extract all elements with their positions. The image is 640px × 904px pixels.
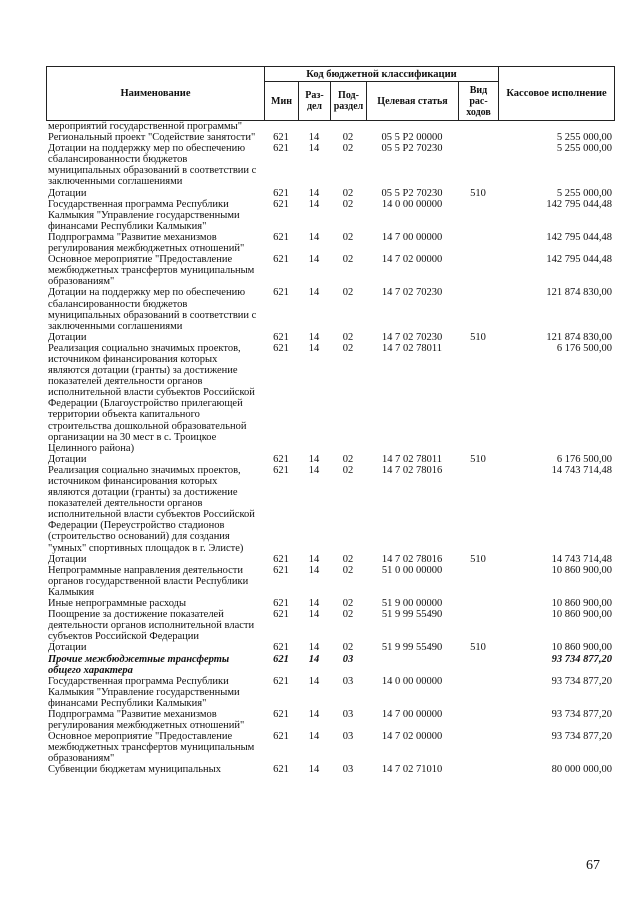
- row-razdel: 14: [308, 609, 320, 621]
- row-podrazdel: 03: [342, 708, 354, 720]
- row-razdel: 14: [308, 231, 320, 243]
- row-podrazdel: 02: [342, 254, 354, 266]
- row-amount: 93 734 877,20: [551, 708, 612, 720]
- row-vid: [458, 254, 498, 287]
- row-podrazdel: 02: [342, 464, 354, 476]
- row-podrazdel: 02: [342, 331, 354, 343]
- row-podrazdel: 02: [342, 342, 354, 354]
- table-row: [46, 232, 614, 254]
- row-vid: 510: [470, 453, 486, 465]
- header-vid: Вид рас-ходов: [459, 82, 499, 121]
- row-amount: 80 000 000,00: [551, 764, 612, 776]
- row-celevaya: 14 7 00 00000: [381, 708, 443, 720]
- header-razdel: Раз-дел: [299, 82, 331, 121]
- row-vid: [458, 609, 498, 642]
- row-amount: 5 255 000,00: [556, 132, 612, 144]
- row-amount: 121 874 830,00: [546, 331, 612, 343]
- row-podrazdel: 03: [342, 653, 354, 665]
- row-vid: 510: [470, 553, 486, 565]
- row-name: Подпрограмма "Развитие механизмов регулирования межбюджетных отношений": [48, 231, 245, 255]
- row-amount: 142 795 044,48: [546, 254, 612, 266]
- row-amount: 93 734 877,20: [551, 653, 612, 665]
- row-name: Прочие межбюджетные трансферты общего характера: [48, 653, 230, 676]
- row-celevaya: 05 5 P2 70230: [381, 143, 443, 155]
- row-amount: 121 874 830,00: [546, 287, 612, 299]
- row-name: Непрограммные направления деятельности органов государственной власти Республики Калмыкия: [48, 564, 249, 598]
- row-min: 621: [273, 653, 289, 665]
- row-vid: [458, 143, 498, 187]
- row-vid: [458, 232, 498, 254]
- row-min: 621: [273, 564, 289, 576]
- header-code-group: Код бюджетной классификации: [265, 67, 499, 82]
- row-min: 621: [273, 453, 289, 465]
- row-min: 621: [273, 731, 289, 743]
- row-min: 621: [273, 143, 289, 155]
- row-min: 621: [273, 287, 289, 299]
- table-row: [46, 676, 614, 709]
- row-vid: [458, 121, 498, 132]
- table-row: [46, 565, 614, 598]
- row-name: Государственная программа Республики Калмыкия "Управление государственными финансами Республики Калмыкия": [48, 675, 240, 709]
- row-min: 621: [273, 254, 289, 266]
- row-vid: [458, 676, 498, 709]
- row-celevaya: 14 7 00 00000: [381, 231, 443, 243]
- row-razdel: 14: [308, 553, 320, 565]
- table-row: [46, 709, 614, 731]
- row-podrazdel: 03: [342, 731, 354, 743]
- row-amount: 5 255 000,00: [556, 143, 612, 155]
- row-podrazdel: 02: [342, 143, 354, 155]
- row-razdel: 14: [308, 198, 320, 210]
- row-vid: [458, 598, 498, 609]
- row-podrazdel: 02: [342, 553, 354, 565]
- row-amount: 10 860 900,00: [551, 609, 612, 621]
- row-celevaya: 14 7 02 00000: [381, 731, 443, 743]
- row-min: 621: [273, 675, 289, 687]
- row-amount: 14 743 714,48: [551, 464, 612, 476]
- row-celevaya: 14 7 02 78011: [382, 453, 442, 465]
- row-vid: [458, 709, 498, 731]
- row-podrazdel: 03: [342, 764, 354, 776]
- table-row: [46, 764, 614, 775]
- row-razdel: 14: [308, 564, 320, 576]
- table-row: [46, 188, 614, 199]
- table-row: [46, 121, 614, 132]
- row-vid: [458, 132, 498, 143]
- row-razdel: 14: [308, 187, 320, 199]
- row-podrazdel: 02: [342, 598, 354, 610]
- row-razdel: 14: [308, 675, 320, 687]
- row-min: 621: [273, 708, 289, 720]
- row-celevaya: [366, 654, 458, 676]
- row-name: Дотации на поддержку мер по обеспечению сбалансированности бюджетов муниципальных образований в соответствии с заключенными соглашениями: [48, 143, 257, 188]
- row-celevaya: 14 7 02 70230: [381, 331, 443, 343]
- page-number: 67: [586, 858, 600, 873]
- row-vid: [458, 654, 498, 676]
- row-name: мероприятий государственной программы": [48, 121, 242, 132]
- row-razdel: 14: [308, 731, 320, 743]
- row-vid: [458, 343, 498, 454]
- row-podrazdel: 02: [342, 453, 354, 465]
- row-celevaya: 05 5 P2 00000: [381, 132, 443, 144]
- table-row: [46, 199, 614, 232]
- table-row: [46, 343, 614, 454]
- row-celevaya: [366, 121, 458, 132]
- row-min: 621: [273, 187, 289, 199]
- row-razdel: 14: [308, 642, 320, 654]
- row-celevaya: 14 7 02 70230: [381, 287, 443, 299]
- row-razdel: 14: [308, 287, 320, 299]
- row-razdel: 14: [308, 464, 320, 476]
- row-name: Дотации: [48, 453, 87, 465]
- row-min: 621: [273, 642, 289, 654]
- row-vid: 510: [470, 642, 486, 654]
- row-name: Основное мероприятие "Предоставление межбюджетных трансфертов муниципальным образованиям": [48, 731, 255, 765]
- row-name: Основное мероприятие "Предоставление межбюджетных трансфертов муниципальным образованиям": [48, 254, 255, 288]
- row-min: 621: [273, 231, 289, 243]
- table-header: [46, 66, 615, 121]
- row-podrazdel: 02: [342, 132, 354, 144]
- table-row: [46, 642, 614, 653]
- row-amount: 142 795 044,48: [546, 198, 612, 210]
- row-razdel: 14: [308, 254, 320, 266]
- row-celevaya: 14 7 02 78016: [381, 464, 443, 476]
- row-amount: 5 255 000,00: [556, 187, 612, 199]
- row-celevaya: 51 9 00 00000: [381, 598, 443, 610]
- row-amount: 6 176 500,00: [556, 342, 612, 354]
- row-razdel: 14: [308, 132, 320, 144]
- row-celevaya: 14 7 02 00000: [381, 254, 443, 266]
- table-row: [46, 654, 614, 676]
- row-name: Государственная программа Республики Калмыкия "Управление государственными финансами Республики Калмыкия": [48, 198, 240, 232]
- row-name: Подпрограмма "Развитие механизмов регулирования межбюджетных отношений": [48, 708, 245, 732]
- header-podrazdel: Под-раздел: [331, 82, 367, 121]
- row-podrazdel: 03: [342, 675, 354, 687]
- row-amount: 14 743 714,48: [551, 553, 612, 565]
- table-row: [46, 554, 614, 565]
- table-body: [46, 121, 614, 776]
- header-name: Наименование: [47, 67, 265, 121]
- row-min: 621: [273, 464, 289, 476]
- row-celevaya: 14 7 02 78011: [382, 342, 442, 354]
- table-row: [46, 454, 614, 465]
- row-name: Дотации на поддержку мер по обеспечению сбалансированности бюджетов муниципальных образований в соответствии с заключенными соглашениями: [48, 287, 257, 332]
- table-row: [46, 731, 614, 764]
- row-name: Реализация социально значимых проектов, источником финансирования которых являются дотации (гранты) за достижение показателей деятельности органов исполнительной власти субъектов Российской Федерации (Переустройство стадионов (строительство оснований) для создания "умных" спортивных площадок в г. Элисте): [48, 464, 255, 554]
- table-row: [46, 598, 614, 609]
- row-podrazdel: [330, 121, 366, 132]
- row-celevaya: 14 0 00 00000: [381, 675, 443, 687]
- row-vid: [458, 287, 498, 331]
- row-min: 621: [273, 342, 289, 354]
- row-amount: 10 860 900,00: [551, 642, 612, 654]
- table-row: [46, 609, 614, 642]
- row-amount: 93 734 877,20: [551, 675, 612, 687]
- row-min: 621: [273, 132, 289, 144]
- row-name: Иные непрограммные расходы: [48, 598, 187, 610]
- row-celevaya: 51 9 99 55490: [381, 642, 443, 654]
- row-name: Дотации: [48, 642, 87, 654]
- table-row: [46, 465, 614, 554]
- row-podrazdel: 02: [342, 609, 354, 621]
- row-min: 621: [273, 598, 289, 610]
- row-celevaya: 51 0 00 00000: [381, 564, 443, 576]
- row-name: Дотации: [48, 187, 87, 199]
- row-amount: 6 176 500,00: [556, 453, 612, 465]
- row-min: 621: [273, 198, 289, 210]
- row-name: Дотации: [48, 553, 87, 565]
- row-amount: 93 734 877,20: [551, 731, 612, 743]
- row-amount: 10 860 900,00: [551, 598, 612, 610]
- table-row: [46, 287, 614, 331]
- row-vid: [458, 199, 498, 232]
- row-razdel: 14: [308, 653, 320, 665]
- row-vid: 510: [470, 187, 486, 199]
- table-row: [46, 143, 614, 187]
- row-amount: [498, 121, 614, 132]
- row-razdel: 14: [308, 708, 320, 720]
- row-razdel: 14: [308, 764, 320, 776]
- row-min: 621: [273, 553, 289, 565]
- row-min: [264, 121, 298, 132]
- row-razdel: 14: [308, 598, 320, 610]
- row-celevaya: 14 7 02 71010: [381, 764, 443, 776]
- header-kassovoe: Кассовое исполнение: [499, 67, 615, 121]
- table-row: [46, 254, 614, 287]
- budget-table-sheet: [46, 66, 614, 776]
- row-min: 621: [273, 609, 289, 621]
- row-name: Региональный проект "Содействие занятости": [48, 132, 256, 144]
- row-amount: 142 795 044,48: [546, 231, 612, 243]
- row-name: Дотации: [48, 331, 87, 343]
- header-celevaya: Целевая статья: [367, 82, 459, 121]
- row-name: Реализация социально значимых проектов, источником финансирования которых являются дотации (гранты) за достижение показателей деятельности органов исполнительной власти субъектов Российской Федерации (Благоустройство прилегающей территории объекта капитального строительства дошкольной образовательной организации на 30 мест в с. Троицкое Целинного района): [48, 342, 255, 454]
- row-vid: [458, 565, 498, 598]
- row-razdel: 14: [308, 453, 320, 465]
- row-celevaya: 14 0 00 00000: [381, 198, 443, 210]
- row-name: Поощрение за достижение показателей деятельности органов исполнительной власти субъектов Российской Федерации: [48, 609, 255, 643]
- row-celevaya: 51 9 99 55490: [381, 609, 443, 621]
- row-razdel: [298, 121, 330, 132]
- row-vid: [458, 465, 498, 554]
- row-name: Субвенции бюджетам муниципальных: [48, 764, 221, 776]
- row-celevaya: 05 5 P2 70230: [381, 187, 443, 199]
- row-razdel: 14: [308, 342, 320, 354]
- table-row: [46, 332, 614, 343]
- row-vid: [458, 764, 498, 775]
- row-podrazdel: 02: [342, 198, 354, 210]
- table-row: [46, 132, 614, 143]
- row-podrazdel: 02: [342, 231, 354, 243]
- row-podrazdel: 02: [342, 287, 354, 299]
- header-min: Мин: [265, 82, 299, 121]
- row-amount: 10 860 900,00: [551, 564, 612, 576]
- row-podrazdel: 02: [342, 187, 354, 199]
- row-razdel: 14: [308, 143, 320, 155]
- row-vid: [458, 731, 498, 764]
- row-razdel: 14: [308, 331, 320, 343]
- row-celevaya: 14 7 02 78016: [381, 553, 443, 565]
- row-vid: 510: [470, 331, 486, 343]
- row-podrazdel: 02: [342, 642, 354, 654]
- row-podrazdel: 02: [342, 564, 354, 576]
- row-min: 621: [273, 331, 289, 343]
- row-min: 621: [273, 764, 289, 776]
